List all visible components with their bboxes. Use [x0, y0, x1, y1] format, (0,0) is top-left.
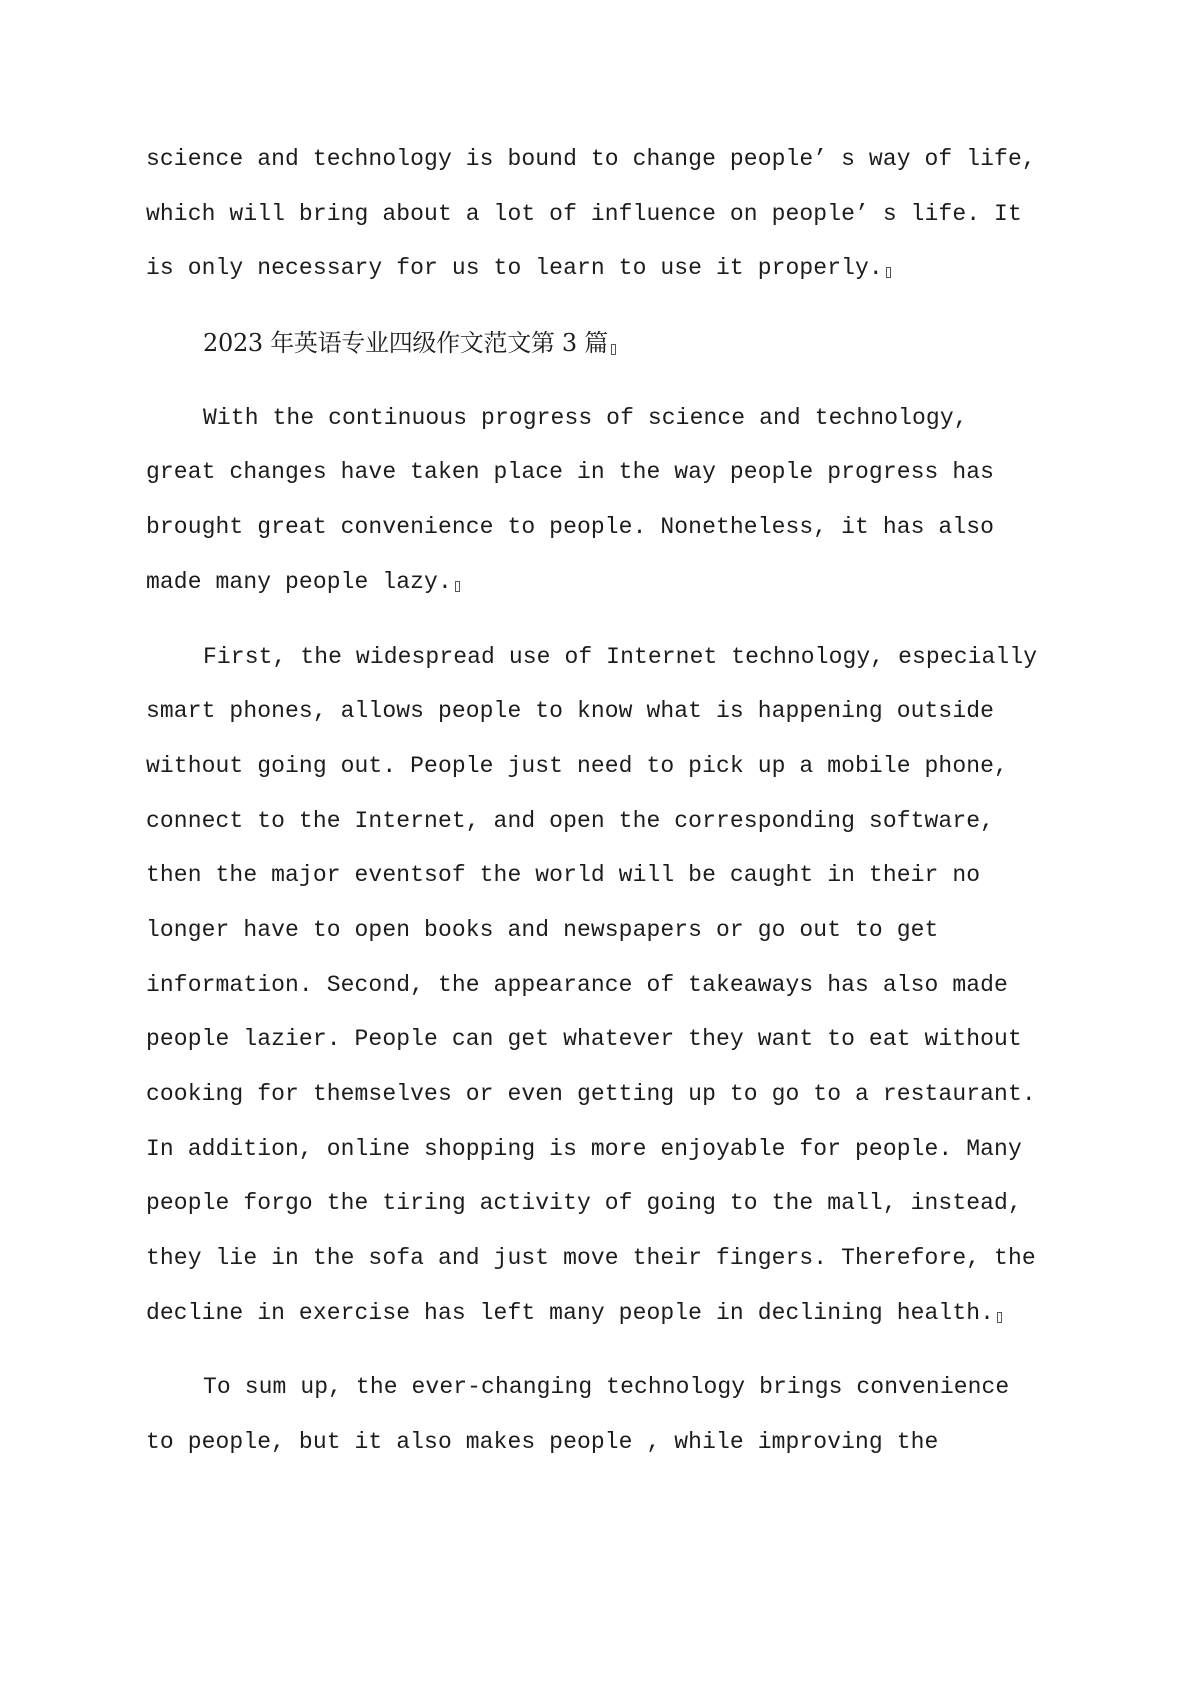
line-text: connect to the Internet, and open the corresponding software, [146, 807, 995, 834]
text-line [146, 187, 1091, 242]
line-text: brought great convenience to people. Nonetheless, it has also [146, 514, 995, 541]
paragraph-conclusion [146, 1360, 1091, 1469]
text-line [146, 794, 1091, 849]
line-text: longer have to open books and newspapers or go out to get [146, 916, 939, 943]
text-line [146, 555, 1091, 610]
text-line [146, 848, 1091, 903]
paragraph-end-mark [611, 344, 616, 355]
text-line [146, 630, 1091, 685]
text-line [146, 241, 1091, 296]
paragraph-continued [146, 132, 1091, 296]
line-text: they lie in the sofa and just move their fingers. Therefore, the [146, 1245, 1036, 1272]
paragraph-end-mark [886, 267, 891, 278]
line-text: In addition, online shopping is more enjoyable for people. Many [146, 1135, 1022, 1162]
line-text: made many people lazy. [146, 568, 452, 595]
text-line [146, 445, 1091, 500]
text-line [146, 739, 1091, 794]
line-text: great changes have taken place in the way people progress has [146, 459, 995, 486]
heading-text: 2023 年英语专业四级作文范文第 3 篇 [203, 329, 608, 358]
paragraph-end-mark [997, 1312, 1002, 1323]
text-line [146, 1176, 1091, 1231]
text-line [146, 1122, 1091, 1177]
line-text: then the major eventsof the world will be caught in their no [146, 862, 981, 889]
line-text: First, the widespread use of Internet technology, especially [203, 643, 1038, 670]
line-text: smart phones, allows people to know what is happening outside [146, 698, 995, 725]
line-text: information. Second, the appearance of takeaways has also made [146, 971, 1008, 998]
line-text: To sum up, the ever-changing technology brings convenience [203, 1374, 1010, 1401]
paragraph-end-mark [455, 581, 460, 592]
line-text: people forgo the tiring activity of going to the mall, instead, [146, 1190, 1022, 1217]
text-line [146, 500, 1091, 555]
line-text: without going out. People just need to pick up a mobile phone, [146, 752, 1008, 779]
text-line [146, 958, 1091, 1013]
line-text: science and technology is bound to change people’ s way of life, [146, 146, 1036, 172]
text-line [146, 1286, 1091, 1341]
text-line [146, 684, 1091, 739]
text-line [146, 1012, 1091, 1067]
text-line [146, 903, 1091, 958]
line-text: is only necessary for us to learn to use it properly. [146, 255, 883, 282]
text-line [146, 391, 1091, 446]
line-text: to people, but it also makes people , while improving the [146, 1429, 939, 1456]
section-heading [146, 316, 1091, 371]
paragraph-intro [146, 391, 1091, 610]
text-line [146, 132, 1091, 187]
text-line [146, 1415, 1091, 1470]
line-text: With the continuous progress of science and technology, [203, 404, 968, 431]
heading-line [146, 316, 1091, 371]
text-line [146, 1360, 1091, 1415]
line-text: cooking for themselves or even getting up to go to a restaurant. [146, 1081, 1036, 1107]
paragraph-body [146, 630, 1091, 1341]
line-text: decline in exercise has left many people in declining health. [146, 1299, 995, 1326]
line-text: which will bring about a lot of influence on people’ s life. It [146, 200, 1022, 227]
line-text: people lazier. People can get whatever they want to eat without [146, 1026, 1022, 1053]
text-line [146, 1067, 1091, 1122]
text-line [146, 1231, 1091, 1286]
